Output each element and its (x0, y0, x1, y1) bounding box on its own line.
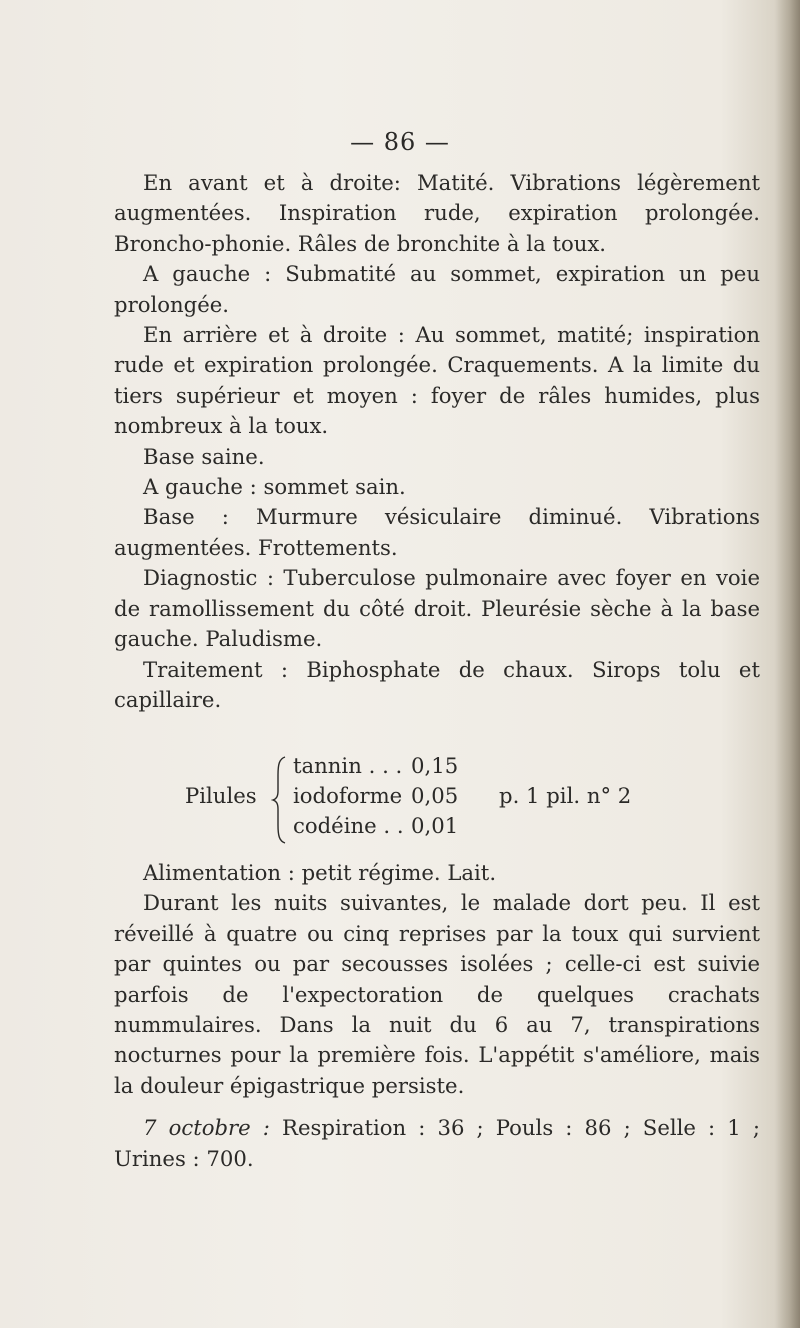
brace-icon (271, 755, 287, 845)
paragraph-traitement: Traitement : Biphosphate de chaux. Sirops tolu et capillaire. (114, 656, 760, 712)
prescription-item-dose: 0,05 (411, 783, 459, 808)
prescription-item-dose: 0,15 (411, 753, 459, 778)
paragraph-7-octobre (114, 1113, 760, 1174)
paragraph-nuits: Durant les nuits suivantes, le malade dort peu. Il est réveillé à quatre ou cinq reprises par la toux qui survient par quintes ou par secousses isolées ; celle-ci est suivie parfois de l'expectoration de quelques crachats nummulaires. Dans la nuit du 6 au 7, transpirations nocturnes pour la première fois. L'appétit s'améliore, mais la douleur épigastrique persiste. (114, 890, 760, 1098)
entry-date: 7 octobre : (143, 1115, 270, 1141)
prescription-block (185, 753, 745, 853)
paragraph-avant-droite: En avant et à droite: Matité. Vibrations légèrement augmentées. Inspiration rude, expiration prolongée. Broncho-phonie. Râles de bronchite à la toux. (114, 170, 760, 256)
paragraph-base-gauche: Base : Murmure vésiculaire diminué. Vibrations augmentées. Frottements. (114, 504, 760, 560)
prescription-item-name: tannin . . . (293, 753, 403, 778)
paragraph-arriere-droite: En arrière et à droite : Au sommet, matité; inspiration rude et expiration prolongée. Craquements. A la limite du tiers supérieur et moyen : foyer de râles humides, plus nombreux à la toux. (114, 322, 760, 439)
paragraph-alimentation: Alimentation : petit régime. Lait. (143, 860, 497, 885)
prescription-item-name: codéine . . (293, 813, 404, 838)
prescription-note: p. 1 pil. n° 2 (499, 783, 632, 808)
page-edge-shadow (774, 0, 800, 1328)
paragraph-arriere-gauche: A gauche : sommet sain. (143, 474, 406, 500)
page-number: — 86 — (350, 128, 450, 156)
paragraph-diagnostic: Diagnostic : Tuberculose pulmonaire avec foyer en voie de ramollissement du côté droit. Pleurésie sèche à la base gauche. Paludisme. (114, 565, 760, 652)
prescription-item (293, 813, 477, 838)
body-text-upper (114, 168, 760, 715)
prescription-label: Pilules (185, 783, 257, 808)
body-text-lower (114, 858, 760, 1174)
paragraph-avant-gauche: A gauche : Submatité au sommet, expiration un peu prolongée. (114, 261, 760, 317)
prescription-item (293, 753, 477, 778)
prescription-item (293, 783, 477, 808)
prescription-item-name: iodoforme (293, 783, 403, 808)
prescription-item-dose: 0,01 (411, 813, 459, 838)
entry-text: Respiration : 36 ; Pouls : 86 ; Selle : 1 ; Urines : 700. (114, 1115, 760, 1171)
paragraph-base-saine: Base saine. (143, 443, 265, 469)
